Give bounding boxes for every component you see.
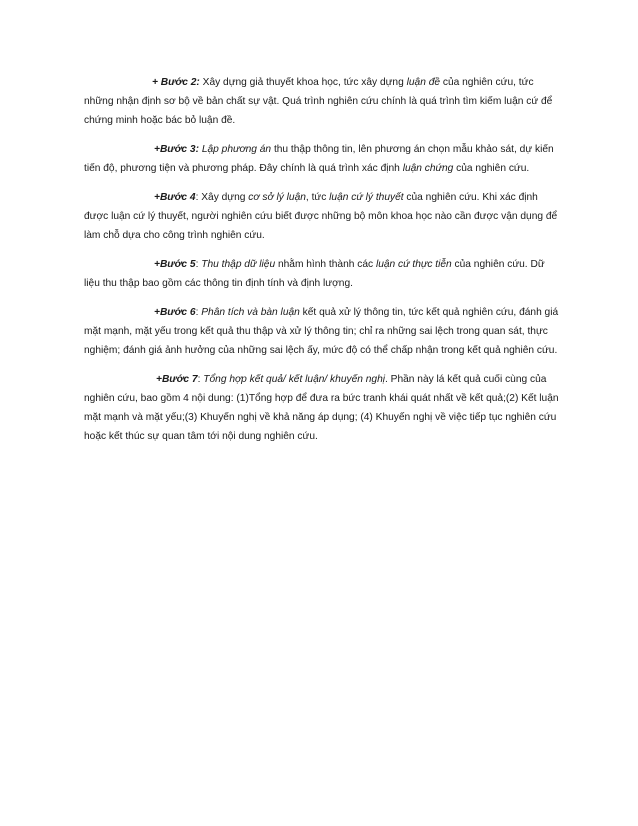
step-7-text: . Phần này lá kết quả cuối cùng của nghiên cứu, bao gồm 4 nội dung: (1)Tổng hợp để đưa ra bức tranh khái quát nhất về kết quả;(2) Kết luận mặt mạnh và mặt yếu;(3) Khuyến nghị về khả năng áp dụng; (4) Khuyến nghị về việc tiếp tục nghiên cứu hoặc kết thúc sự quan tâm tới nội dung nghiên cứu. <box>84 374 559 442</box>
step-5-text-end: của nghiên cứu. Dữ liệu thu thập bao gồm các thông tin định tính và định lượng. <box>84 259 545 289</box>
step-2-label: + Bước 2: <box>152 77 200 88</box>
paragraph-step-4 <box>84 188 562 245</box>
step-4-term-luan-cu-ly-thuyet: luận cứ lý thuyết <box>329 192 404 203</box>
step-2-text: Xây dựng giả thuyết khoa học, tức xây dựng <box>199 77 407 88</box>
step-4-term-co-so-ly-luan: cơ sở lý luận <box>248 192 306 203</box>
step-7-label: +Bước 7 <box>156 374 198 385</box>
document-page <box>84 73 562 456</box>
step-3-term-lap-phuong-an: Lập phương án <box>201 144 272 155</box>
step-5-term-thu-thap-du-lieu: Thu thập dữ liệu <box>201 259 276 270</box>
step-4-label: +Bước 4 <box>154 192 196 203</box>
step-4-text: : Xây dựng <box>195 192 249 203</box>
step-3-label: +Bước 3: <box>154 144 199 155</box>
step-2-term-luan-de: luận đề <box>406 77 441 88</box>
paragraph-step-6 <box>84 303 562 360</box>
paragraph-step-2 <box>84 73 562 130</box>
step-5-label: +Bước 5 <box>154 259 196 270</box>
step-6-label: +Bước 6 <box>154 307 196 318</box>
step-5-term-luan-cu-thuc-tien: luận cứ thực tiễn <box>375 259 452 270</box>
step-5-colon: : <box>195 259 202 270</box>
step-2-text-end: của nghiên cứu, tức những nhận định sơ bộ về bản chất sự vật. Quá trình nghiên cứu chính là quá trình tìm kiếm luận cứ để chứng minh hoặc bác bỏ luận đề. <box>84 77 553 126</box>
paragraph-step-3 <box>84 140 562 178</box>
step-3-term-luan-chung: luận chứng <box>402 163 454 174</box>
step-4-text-end: của nghiên cứu. Khi xác định được luận cứ lý thuyết, người nghiên cứu biết được những bộ môn khoa học nào cần được vận dụng để làm chỗ dựa cho công trình nghiên cứu. <box>84 192 558 241</box>
step-3-text: thu thập thông tin, lên phương án chọn mẫu khảo sát, dự kiến tiến độ, phương tiện và phương pháp. Đây chính là quá trình xác định <box>84 144 554 174</box>
paragraph-step-7 <box>84 370 562 446</box>
step-4-text-mid: , tức <box>305 192 330 203</box>
step-6-colon: : <box>195 307 202 318</box>
step-6-term-phan-tich: Phân tích và bàn luận <box>201 307 300 318</box>
step-7-term-tong-hop: Tổng hợp kết quả/ kết luận/ khuyến nghị <box>203 374 385 385</box>
step-7-colon: : <box>197 374 204 385</box>
step-6-text: kết quả xử lý thông tin, tức kết quả nghiên cứu, đánh giá mặt mạnh, mặt yếu trong kết quả thu thập và xử lý thông tin; chỉ ra những sai lệch trong quan sát, thực nghiệm; đánh giá ảnh hưởng của những sai lệch ấy, mức độ có thể chấp nhận trong kết quả nghiên cứu. <box>84 307 559 356</box>
paragraph-step-5 <box>84 255 562 293</box>
step-5-text: nhằm hình thành các <box>275 259 376 270</box>
step-3-text-end: của nghiên cứu. <box>453 163 530 174</box>
